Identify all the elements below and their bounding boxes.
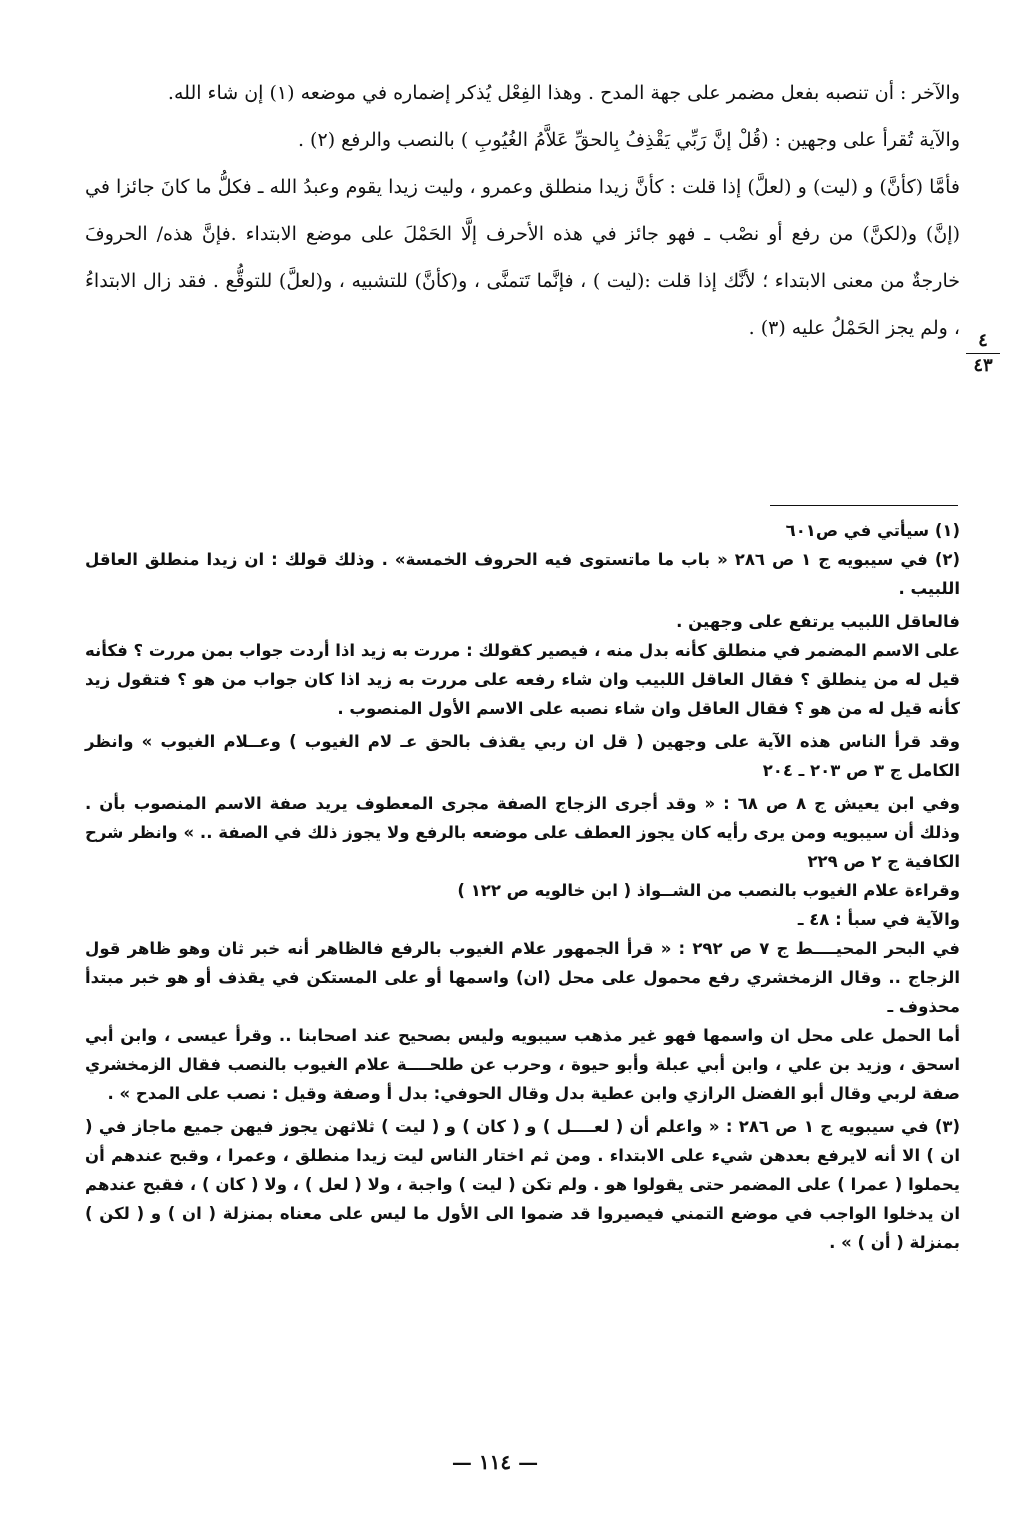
margin-reference-divider xyxy=(966,353,1000,354)
main-paragraph-3: فأمَّا (كأنَّ) و (ليت) و (لعلَّ) إذا قلت : كأنَّ زيدا منطلق وعمرو ، وليت زيدا يقوم وعبدُ الله ـ فكلُّ ما كانَ جائزا في (إنَّ) و(لكنَّ) من رفع أو نصْب ـ فهو جائز في هذه الأحرف إلَّا الحَمْلَ على موضع الابتداء .فإنَّ هذه/ الحروفَ خارجةٌ من معنى الابتداء ؛ لأنَّك إذا قلت :(ليت ) ، فإنَّما تَتمنَّى ، و(كأنَّ) للتشبيه ، و(لعلَّ) للتوقُّع . فقد زال الابتداءُ ، ولم يجز الحَمْلُ عليه (٣) . xyxy=(85,176,960,339)
main-text xyxy=(85,70,960,352)
footnote-2-paragraph: فالعاقل اللبيب يرتفع على وجهين . xyxy=(676,612,960,631)
footnote-1: (١) سيأتي في ص٦٠١ xyxy=(785,521,960,540)
footnote-2-paragraph: على الاسم المضمر في منطلق كأنه بدل منه ، فيصير كقولك : مررت به زيد اذا أردت جواب بمن مررت ؟ فكأنه قيل له من ينطلق ؟ فقال العاقل اللبيب وان شاء رفعه على مررت به زيد اذا كان جواب من هو ؟ فتقول زيد كأنه قيل له من هو ؟ فقال العاقل وان شاء نصبه على الاسم الأول المنصوب . xyxy=(85,641,960,718)
footnote-2-paragraph: وقراءة علام الغيوب بالنصب من الشــواذ ( ابن خالويه ص ١٢٢ ) xyxy=(457,881,960,900)
footnote-2-paragraph: والآية في سبأ : ٤٨ ـ xyxy=(797,910,960,929)
footnote-3: (٣) في سيبويه ج ١ ص ٢٨٦ : « واعلم أن ( لعــــل ) و ( كان ) و ( ليت ) ثلاثهن يجوز فيهن جميع ماجاز في ( ان ) الا أنه لايرفع بعدهن شيء على الابتداء . ومن ثم اختار الناس ليت زيدا منطلق ، وعمرا ، وقبح عندهم أن يحملوا ( عمرا ) على المضمر حتى يقولوا هو . ولم تكن ( ليت ) واجبة ، ولا ( لعل ) ، ولا ( كان ) ، فقبح عندهم ان يدخلوا الواجب في موضع التمني فيصيروا قد ضموا الى الأول ما ليس على معناه بمنزلة ( ان ) و ( لكن ) بمنزلة ( أن ) » . xyxy=(85,1117,961,1252)
main-paragraph-1: والآخر : أن تنصبه بفعل مضمر على جهة المدح . وهذا الفِعْل يُذكر إضماره في موضعه (١) إن شاء الله. xyxy=(167,82,960,104)
footnote-separator xyxy=(770,505,958,506)
footnote-2-paragraph: في البحر المحيــــط ج ٧ ص ٢٩٢ : « قرأ الجمهور علام الغيوب بالرفع فالظاهر أنه خبر ثان وهو ظاهر قول الزجاج .. وقال الزمخشري رفع محمول على محل (ان) واسمها أو على المستكن في يقذف أو هو خبر مبتدأ محذوف ـ xyxy=(85,939,960,1016)
footnotes xyxy=(85,516,960,1257)
margin-reference-bottom: ٤٣ xyxy=(973,355,993,376)
page-number: — ١١٤ — xyxy=(451,1450,539,1474)
footnote-2-paragraph: أما الحمل على محل ان واسمها فهو غير مذهب سيبويه وليس بصحيح عند اصحابنا .. وقرأ عيسى ، وابن أبي اسحق ، وزيد بن علي ، وابن أبي عبلة وأبو حيوة ، وحرب عن طلحــــة علام الغيوب بالنصب فقال الزمخشري صفة لربي وقال أبو الفضل الرازي وابن عطية بدل وقال الحوفي: بدل أ وصفة وقيل : نصب على المدح » . xyxy=(85,1026,960,1103)
footnote-2-paragraph: وفي ابن يعيش ج ٨ ص ٦٨ : « وقد أجرى الزجاج الصفة مجرى المعطوف يريد صفة الاسم المنصوب بأن . وذلك أن سيبويه ومن يرى رأيه كان يجوز العطف على موضعه بالرفع ولا يجوز ذلك في الصفة .. » وانظر شرح الكافية ج ٢ ص ٢٢٩ xyxy=(85,794,961,871)
footnote-2: (٢) في سيبويه ج ١ ص ٢٨٦ « باب ما ماتستوى فيه الحروف الخمسة» . وذلك قولك : ان زيدا منطلق العاقل اللبيب . xyxy=(85,550,960,598)
main-paragraph-2: والآية تُقرأ على وجهين : (قُلْ إنَّ رَبِّي يَقْذِفُ بِالحقِّ عَلاَّمُ الغُيُوبِ ) بالنصب والرفع (٢) . xyxy=(297,129,960,151)
margin-page-reference xyxy=(962,330,1004,377)
footnote-2-paragraph: وقد قرأ الناس هذه الآية على وجهين ( قل ان ربي يقذف بالحق عـ لام الغيوب ) وعــلام الغيوب » وانظر الكامل ج ٣ ص ٢٠٣ ـ ٢٠٤ xyxy=(85,732,960,780)
margin-reference-top: ٤ xyxy=(978,330,988,351)
